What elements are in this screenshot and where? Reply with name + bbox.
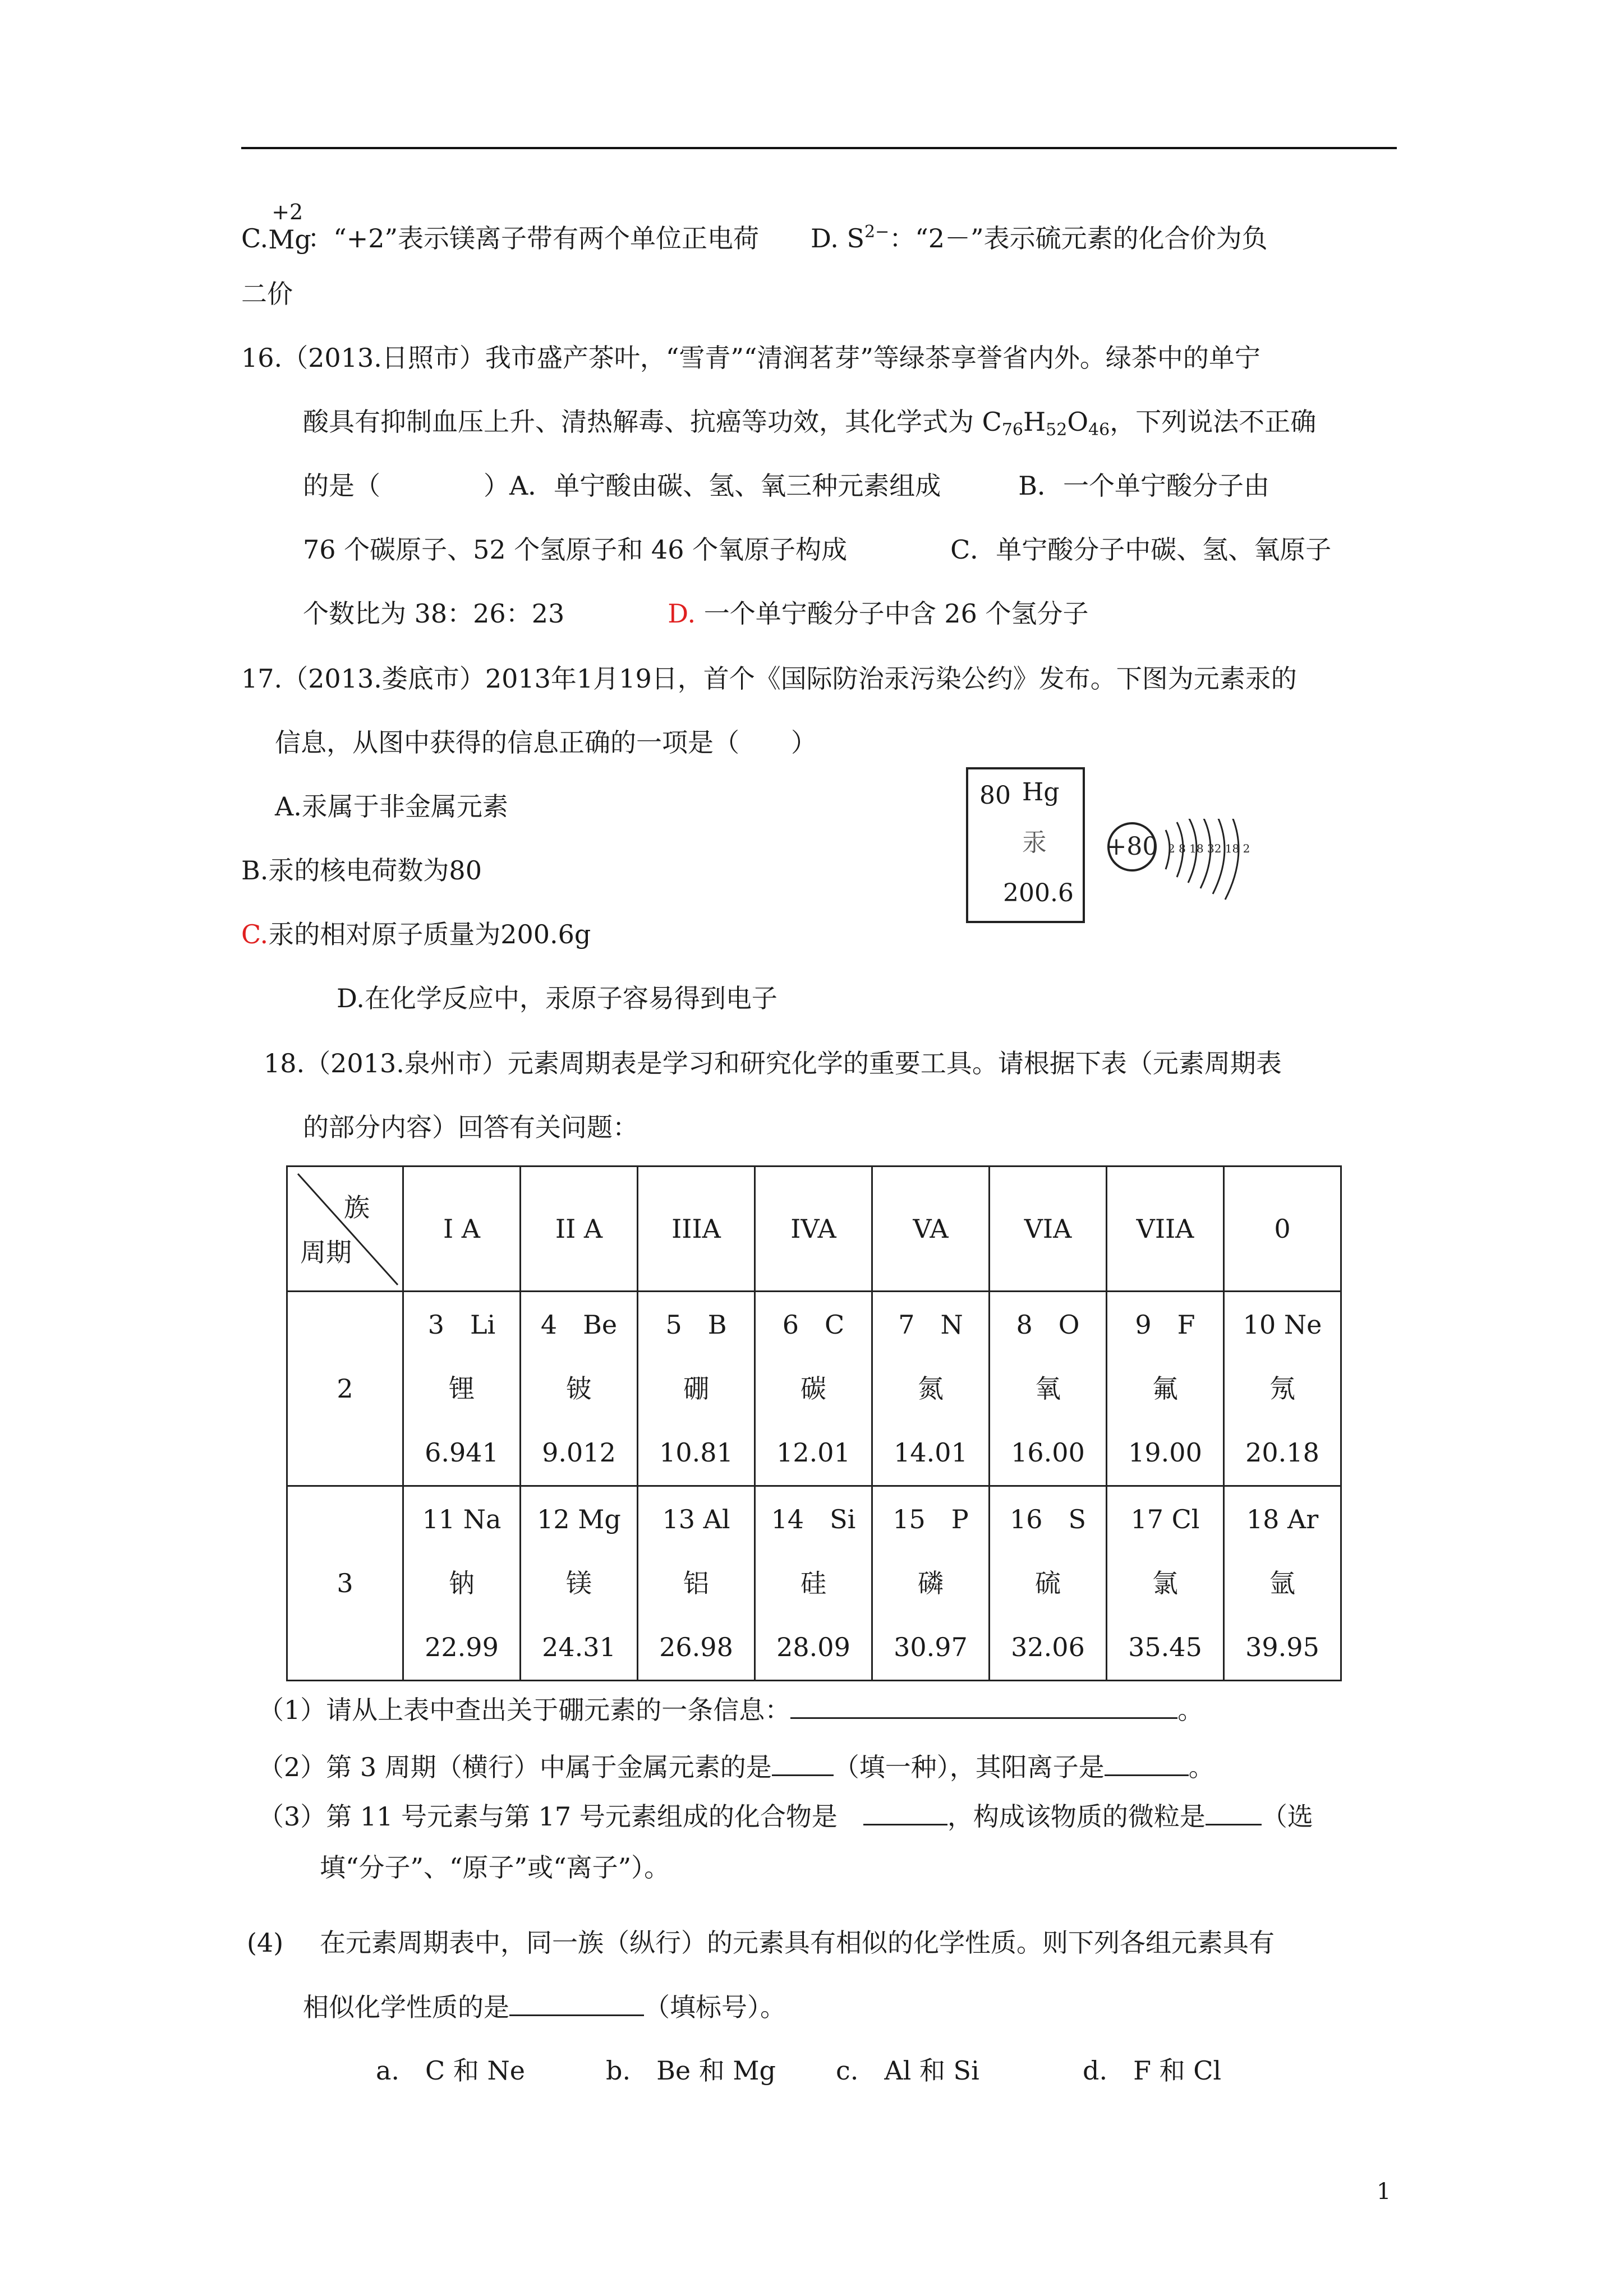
q17-option-b: B.汞的核电荷数为80 [241, 855, 482, 886]
q18-sub-3: （3）第 11 号元素与第 17 号元素组成的化合物是 ，构成该物质的微粒是 （选 [258, 1799, 1313, 1833]
q15-option-d-cont: 二价 [241, 279, 293, 309]
mercury-atom-structure-diagram [1099, 819, 1257, 909]
q18-sub-3-cont: 填“分子”、“原子”或“离子”）。 [320, 1852, 670, 1883]
element-mass: 200.6 [1003, 879, 1074, 907]
q18-sub-2: （2）第 3 周期（横行）中属于金属元素的是 （填一种），其阳离子是 。 [258, 1750, 1214, 1784]
element-cell: 14 Si 硅 28.09 [755, 1486, 872, 1681]
group-header: IIIA [638, 1167, 755, 1292]
group-header: VIA [990, 1167, 1107, 1292]
period-number: 3 [287, 1486, 403, 1681]
answer-blank[interactable] [790, 1693, 1177, 1719]
answer-blank[interactable] [772, 1750, 834, 1776]
periodic-table [286, 1165, 1342, 1681]
element-cell: 10 Ne 氖 20.18 [1224, 1292, 1341, 1486]
mg-charge-notation: +2 Mg [268, 200, 311, 255]
group-header: VA [872, 1167, 990, 1292]
group-header: 0 [1224, 1167, 1341, 1292]
answer-blank[interactable] [1206, 1799, 1262, 1825]
period-number: 2 [287, 1292, 403, 1486]
page-number: 1 [1377, 2179, 1391, 2205]
table-row [287, 1486, 1341, 1681]
q17-option-c: C.汞的相对原子质量为200.6g [241, 919, 591, 949]
group-header: VIIA [1107, 1167, 1224, 1292]
nucleus-charge: +80 [1106, 832, 1158, 861]
element-cell: 3 Li 锂 6.941 [403, 1292, 521, 1486]
period-label: 周期 [300, 1237, 352, 1267]
q17-option-d: D.在化学反应中，汞原子容易得到电子 [337, 983, 778, 1013]
q16-line-1: 16.（2013.日照市）我市盛产茶叶，“雪青”“清润茗芽”等绿茶享誉省内外。绿茶中的单宁 [241, 343, 1260, 373]
element-cell: 18 Ar 氩 39.95 [1224, 1486, 1341, 1681]
element-name: 汞 [1022, 828, 1047, 857]
group-label: 族 [344, 1192, 370, 1223]
element-number: 80 [979, 781, 1011, 810]
electron-shell [1213, 819, 1225, 894]
q16-line-5: 个数比为 38：26：23 D. 一个单宁酸分子中含 26 个氢分子 [303, 598, 1089, 629]
shell-electron-counts: 2 8 18 32 18 2 [1168, 842, 1250, 855]
element-cell: 9 F 氟 19.00 [1107, 1292, 1224, 1486]
group-header: II A [521, 1167, 638, 1292]
q16-line-2: 酸具有抑制血压上升、清热解毒、抗癌等功效，其化学式为 $C_{76}H_{52}O_{46}$，下列说法不正确 [303, 407, 1317, 440]
mercury-element-card [966, 767, 1085, 923]
element-cell: 6 C 碳 12.01 [755, 1292, 872, 1486]
element-cell: 13 Al 铝 26.98 [638, 1486, 755, 1681]
q17-option-a: A.汞属于非金属元素 [275, 791, 508, 822]
element-cell: 15 P 磷 30.97 [872, 1486, 990, 1681]
element-cell: 12 Mg 镁 24.31 [521, 1486, 638, 1681]
q15-option-c: C. +2 Mg ：“+2”表示镁离子带有两个单位正电荷 D. $S^{2-}$：“2－”表示硫元素的化合价为负 [241, 200, 1268, 255]
q16-line-4: 76 个碳原子、52 个氢原子和 46 个氧原子构成 C．单宁酸分子中碳、氢、氧原子 [303, 534, 1332, 565]
choice-c: c. Al 和 Si [836, 2055, 979, 2086]
diagonal-line [288, 1167, 402, 1290]
header-corner-cell [287, 1167, 403, 1292]
answer-blank[interactable] [509, 1990, 644, 2016]
table-row [287, 1292, 1341, 1486]
choice-a: a. C 和 Ne [376, 2055, 525, 2086]
element-cell: 7 N 氮 14.01 [872, 1292, 990, 1486]
group-header: IVA [755, 1167, 872, 1292]
element-cell: 8 O 氧 16.00 [990, 1292, 1107, 1486]
answer-blank[interactable] [863, 1799, 947, 1825]
q18-sub-4-text: 在元素周期表中，同一族（纵行）的元素具有相似的化学性质。则下列各组元素具有 [320, 1928, 1275, 1958]
q16-line-3: 的是（ ）A．单宁酸由碳、氢、氧三种元素组成 B．一个单宁酸分子由 [303, 471, 1270, 501]
element-symbol: Hg [1022, 778, 1060, 806]
element-cell: 4 Be 铍 9.012 [521, 1292, 638, 1486]
element-cell: 5 B 硼 10.81 [638, 1292, 755, 1486]
q18-sub-4-label: (4) [247, 1928, 284, 1958]
q18-line-2: 的部分内容）回答有关问题： [303, 1112, 638, 1142]
choice-d: d. F 和 Cl [1083, 2055, 1222, 2086]
choice-b: b. Be 和 Mg [606, 2055, 776, 2086]
q17-line-2: 信息，从图中获得的信息正确的一项是（ ） [275, 727, 817, 758]
header-rule [241, 147, 1397, 149]
q18-sub-1: （1）请从上表中查出关于硼元素的一条信息： 。 [258, 1693, 1203, 1727]
group-header: I A [403, 1167, 521, 1292]
q18-sub-4-cont: 相似化学性质的是 （填标号）。 [303, 1990, 786, 2024]
electron-shell [1225, 819, 1239, 900]
q18-line-1: 18.（2013.泉州市）元素周期表是学习和研究化学的重要工具。请根据下表（元素周期表 [264, 1048, 1282, 1078]
q17-line-1: 17.（2013.娄底市）2013年1月19日，首个《国际防治汞污染公约》发布。下图为元素汞的 [241, 663, 1297, 694]
element-cell: 17 Cl 氯 35.45 [1107, 1486, 1224, 1681]
element-cell: 11 Na 钠 22.99 [403, 1486, 521, 1681]
element-cell: 16 S 硫 32.06 [990, 1486, 1107, 1681]
table-header-row [287, 1167, 1341, 1292]
answer-blank[interactable] [1105, 1750, 1189, 1776]
